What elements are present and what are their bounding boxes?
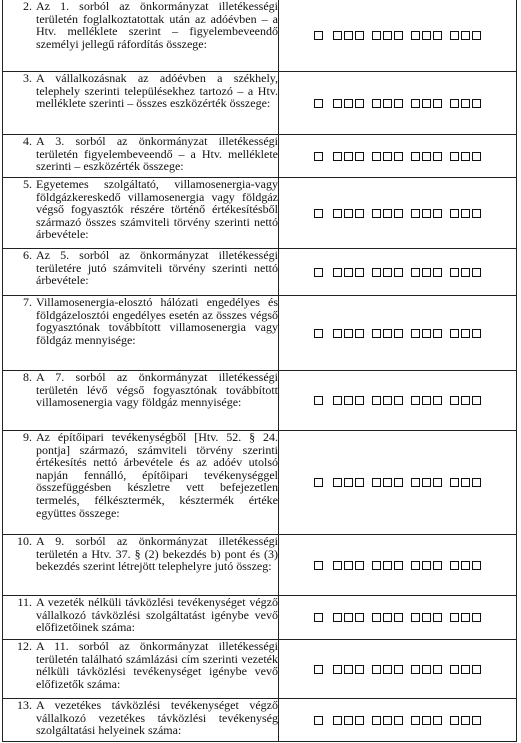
digit-box[interactable] bbox=[422, 478, 431, 487]
digit-box[interactable] bbox=[461, 152, 470, 161]
digit-box[interactable] bbox=[383, 152, 392, 161]
digit-box[interactable] bbox=[472, 329, 481, 338]
digit-box[interactable] bbox=[394, 561, 403, 570]
digit-box[interactable] bbox=[461, 613, 470, 622]
digit-box[interactable] bbox=[344, 478, 353, 487]
digit-box[interactable] bbox=[422, 613, 431, 622]
digit-box[interactable] bbox=[422, 665, 431, 674]
digit-box[interactable] bbox=[450, 665, 459, 674]
amount-input-cell[interactable] bbox=[279, 249, 516, 295]
amount-input-cell[interactable] bbox=[279, 178, 516, 248]
digit-boxes[interactable] bbox=[314, 665, 481, 674]
table-row-9 bbox=[3, 431, 516, 535]
digit-box[interactable] bbox=[411, 31, 420, 40]
digit-box[interactable] bbox=[314, 329, 323, 338]
digit-box[interactable] bbox=[314, 152, 323, 161]
digit-box[interactable] bbox=[461, 561, 470, 570]
digit-box[interactable] bbox=[344, 329, 353, 338]
digit-box[interactable] bbox=[411, 613, 420, 622]
digit-box[interactable] bbox=[344, 31, 353, 40]
digit-box[interactable] bbox=[472, 31, 481, 40]
digit-box[interactable] bbox=[333, 561, 342, 570]
digit-box[interactable] bbox=[433, 396, 442, 405]
digit-box[interactable] bbox=[472, 209, 481, 218]
digit-box[interactable] bbox=[314, 209, 323, 218]
digit-box[interactable] bbox=[422, 99, 431, 108]
row-description: A 11. sorból az önkormányzat illetékességi területén található számlázási cím szerinti vezeték nélküli távközlési tevékenységet igénybe vevő előfizetők száma: bbox=[36, 639, 278, 691]
digit-box[interactable] bbox=[394, 152, 403, 161]
form-table bbox=[2, 0, 517, 742]
digit-box[interactable] bbox=[314, 561, 323, 570]
digit-box[interactable] bbox=[450, 613, 459, 622]
digit-box[interactable] bbox=[394, 209, 403, 218]
digit-box[interactable] bbox=[433, 478, 442, 487]
digit-box[interactable] bbox=[355, 152, 364, 161]
digit-box[interactable] bbox=[333, 268, 342, 277]
row-label-cell bbox=[3, 535, 279, 595]
digit-box[interactable] bbox=[461, 268, 470, 277]
row-number: 13. bbox=[17, 698, 32, 712]
digit-box[interactable] bbox=[394, 99, 403, 108]
digit-box[interactable] bbox=[472, 99, 481, 108]
digit-box[interactable] bbox=[344, 396, 353, 405]
row-description: A 3. sorból az önkormányzat illetékességi területén figyelembeveendő – a Htv. melléklete szerinti – eszközérték összege: bbox=[36, 134, 278, 174]
digit-box[interactable] bbox=[461, 665, 470, 674]
table-row-10 bbox=[3, 535, 516, 596]
amount-input-cell[interactable] bbox=[279, 371, 516, 430]
digit-box[interactable] bbox=[333, 329, 342, 338]
digit-box[interactable] bbox=[355, 716, 364, 725]
digit-box[interactable] bbox=[344, 268, 353, 277]
digit-box[interactable] bbox=[422, 561, 431, 570]
digit-boxes[interactable] bbox=[314, 152, 481, 161]
digit-box[interactable] bbox=[355, 478, 364, 487]
digit-box[interactable] bbox=[372, 209, 381, 218]
digit-box[interactable] bbox=[450, 561, 459, 570]
row-number: 9. bbox=[23, 430, 32, 444]
digit-box[interactable] bbox=[383, 99, 392, 108]
digit-box[interactable] bbox=[333, 665, 342, 674]
table-row-8 bbox=[3, 371, 516, 431]
row-label-cell bbox=[3, 0, 279, 71]
digit-box[interactable] bbox=[433, 329, 442, 338]
digit-box[interactable] bbox=[433, 209, 442, 218]
amount-input-cell[interactable] bbox=[279, 596, 516, 639]
digit-box[interactable] bbox=[344, 665, 353, 674]
digit-box[interactable] bbox=[472, 716, 481, 725]
row-number: 3. bbox=[23, 71, 32, 85]
digit-box[interactable] bbox=[314, 478, 323, 487]
digit-box[interactable] bbox=[394, 329, 403, 338]
digit-box[interactable] bbox=[333, 209, 342, 218]
row-label-cell bbox=[3, 699, 279, 742]
digit-box[interactable] bbox=[472, 268, 481, 277]
row-description: A vezeték nélküli távközlési tevékenységet végző vállalkozó távközlési szolgáltatást igénybe vevő előfizetőinek száma: bbox=[36, 595, 278, 635]
digit-box[interactable] bbox=[314, 396, 323, 405]
digit-box[interactable] bbox=[355, 31, 364, 40]
row-number: 7. bbox=[23, 295, 32, 309]
digit-box[interactable] bbox=[333, 396, 342, 405]
digit-boxes[interactable] bbox=[314, 478, 481, 487]
digit-box[interactable] bbox=[461, 478, 470, 487]
digit-box[interactable] bbox=[372, 716, 381, 725]
digit-box[interactable] bbox=[461, 396, 470, 405]
digit-box[interactable] bbox=[394, 31, 403, 40]
digit-box[interactable] bbox=[344, 209, 353, 218]
row-label-cell bbox=[3, 249, 279, 295]
digit-box[interactable] bbox=[472, 665, 481, 674]
table-row-7 bbox=[3, 296, 516, 371]
digit-box[interactable] bbox=[372, 99, 381, 108]
digit-box[interactable] bbox=[355, 613, 364, 622]
digit-box[interactable] bbox=[344, 152, 353, 161]
digit-box[interactable] bbox=[383, 209, 392, 218]
digit-boxes[interactable] bbox=[314, 31, 481, 40]
table-row-3 bbox=[3, 72, 516, 135]
row-number: 12. bbox=[17, 639, 32, 653]
row-description: Az 5. sorból az önkormányzat illetékességi területére jutó számviteli törvény szerinti nettó árbevétele: bbox=[36, 248, 278, 288]
digit-box[interactable] bbox=[372, 268, 381, 277]
digit-boxes[interactable] bbox=[314, 268, 481, 277]
digit-boxes[interactable] bbox=[314, 99, 481, 108]
row-description: Az 1. sorból az önkormányzat illetékességi területén foglalkoztatottak után az adóévben – a Htv. melléklete szerint – figyelembeveendő személyi jellegű ráfordítás összege: bbox=[36, 0, 278, 51]
table-row-6 bbox=[3, 249, 516, 296]
digit-box[interactable] bbox=[450, 716, 459, 725]
digit-box[interactable] bbox=[394, 268, 403, 277]
digit-box[interactable] bbox=[450, 268, 459, 277]
amount-input-cell[interactable] bbox=[279, 0, 516, 71]
digit-box[interactable] bbox=[411, 396, 420, 405]
row-label-cell bbox=[3, 135, 279, 177]
amount-input-cell[interactable] bbox=[279, 640, 516, 698]
digit-box[interactable] bbox=[383, 478, 392, 487]
row-description: A vállalkozásnak az adóévben a székhely, telephely szerinti településekhez tartozó – a Htv. melléklete szerinti – összes eszközérték összege: bbox=[36, 71, 278, 111]
digit-box[interactable] bbox=[355, 396, 364, 405]
digit-box[interactable] bbox=[461, 31, 470, 40]
digit-box[interactable] bbox=[344, 716, 353, 725]
digit-boxes[interactable] bbox=[314, 329, 481, 338]
digit-box[interactable] bbox=[383, 613, 392, 622]
digit-box[interactable] bbox=[355, 561, 364, 570]
digit-box[interactable] bbox=[472, 478, 481, 487]
digit-box[interactable] bbox=[422, 31, 431, 40]
digit-box[interactable] bbox=[372, 613, 381, 622]
row-description: A 7. sorból az önkormányzat illetékességi területén lévő végső fogyasztónak továbbított villamosenergia vagy földgáz mennyisége: bbox=[36, 370, 278, 410]
digit-box[interactable] bbox=[433, 152, 442, 161]
digit-box[interactable] bbox=[433, 716, 442, 725]
amount-input-cell[interactable] bbox=[279, 699, 516, 742]
digit-box[interactable] bbox=[383, 268, 392, 277]
digit-box[interactable] bbox=[433, 99, 442, 108]
digit-boxes[interactable] bbox=[314, 716, 481, 725]
row-label-cell bbox=[3, 178, 279, 248]
digit-boxes[interactable] bbox=[314, 561, 481, 570]
digit-box[interactable] bbox=[372, 396, 381, 405]
digit-boxes[interactable] bbox=[314, 396, 481, 405]
row-description: A vezetékes távközlési tevékenységet végző vállalkozó vezetékes távközlési tevékenység szolgáltatási helyeinek száma: bbox=[36, 698, 278, 738]
digit-box[interactable] bbox=[355, 268, 364, 277]
digit-box[interactable] bbox=[394, 613, 403, 622]
table-row-5 bbox=[3, 178, 516, 249]
digit-box[interactable] bbox=[394, 716, 403, 725]
digit-box[interactable] bbox=[411, 329, 420, 338]
row-label-cell bbox=[3, 72, 279, 134]
row-number: 10. bbox=[17, 534, 32, 548]
digit-box[interactable] bbox=[383, 665, 392, 674]
table-row-13 bbox=[3, 699, 516, 742]
digit-box[interactable] bbox=[411, 478, 420, 487]
digit-box[interactable] bbox=[433, 31, 442, 40]
digit-box[interactable] bbox=[383, 561, 392, 570]
digit-box[interactable] bbox=[394, 478, 403, 487]
digit-box[interactable] bbox=[333, 99, 342, 108]
digit-box[interactable] bbox=[394, 396, 403, 405]
digit-box[interactable] bbox=[314, 99, 323, 108]
digit-box[interactable] bbox=[411, 561, 420, 570]
digit-box[interactable] bbox=[411, 268, 420, 277]
row-number: 2. bbox=[23, 0, 32, 13]
digit-box[interactable] bbox=[372, 561, 381, 570]
digit-box[interactable] bbox=[355, 665, 364, 674]
digit-box[interactable] bbox=[383, 329, 392, 338]
digit-box[interactable] bbox=[450, 31, 459, 40]
row-label-cell bbox=[3, 640, 279, 698]
row-label-cell bbox=[3, 431, 279, 534]
digit-box[interactable] bbox=[450, 152, 459, 161]
digit-box[interactable] bbox=[394, 665, 403, 674]
digit-box[interactable] bbox=[411, 99, 420, 108]
row-number: 11. bbox=[17, 595, 32, 609]
digit-box[interactable] bbox=[422, 396, 431, 405]
digit-box[interactable] bbox=[422, 209, 431, 218]
digit-box[interactable] bbox=[472, 561, 481, 570]
digit-box[interactable] bbox=[372, 152, 381, 161]
digit-box[interactable] bbox=[472, 396, 481, 405]
digit-box[interactable] bbox=[472, 152, 481, 161]
digit-box[interactable] bbox=[314, 31, 323, 40]
digit-box[interactable] bbox=[411, 665, 420, 674]
row-label-cell bbox=[3, 596, 279, 639]
digit-box[interactable] bbox=[450, 209, 459, 218]
digit-box[interactable] bbox=[333, 716, 342, 725]
digit-box[interactable] bbox=[372, 31, 381, 40]
digit-box[interactable] bbox=[372, 665, 381, 674]
digit-box[interactable] bbox=[355, 329, 364, 338]
digit-box[interactable] bbox=[433, 561, 442, 570]
digit-box[interactable] bbox=[383, 716, 392, 725]
digit-box[interactable] bbox=[433, 613, 442, 622]
digit-box[interactable] bbox=[450, 99, 459, 108]
digit-box[interactable] bbox=[450, 329, 459, 338]
amount-input-cell[interactable] bbox=[279, 535, 516, 595]
table-row-4 bbox=[3, 135, 516, 178]
digit-box[interactable] bbox=[433, 665, 442, 674]
amount-input-cell[interactable] bbox=[279, 135, 516, 177]
digit-box[interactable] bbox=[383, 31, 392, 40]
row-number: 8. bbox=[23, 370, 32, 384]
digit-box[interactable] bbox=[383, 396, 392, 405]
digit-box[interactable] bbox=[422, 716, 431, 725]
row-number: 6. bbox=[23, 248, 32, 262]
digit-box[interactable] bbox=[333, 613, 342, 622]
digit-box[interactable] bbox=[372, 329, 381, 338]
digit-box[interactable] bbox=[355, 209, 364, 218]
digit-box[interactable] bbox=[333, 31, 342, 40]
amount-input-cell[interactable] bbox=[279, 72, 516, 134]
amount-input-cell[interactable] bbox=[279, 296, 516, 370]
digit-box[interactable] bbox=[433, 268, 442, 277]
digit-box[interactable] bbox=[422, 329, 431, 338]
row-number: 5. bbox=[23, 177, 32, 191]
digit-box[interactable] bbox=[461, 716, 470, 725]
digit-box[interactable] bbox=[422, 268, 431, 277]
row-description: A 9. sorból az önkormányzat illetékességi területén a Htv. 37. § (2) bekezdés b) pont és (3) bekezdés szerint létrejött telephelyre jutó összeg: bbox=[36, 534, 278, 574]
digit-box[interactable] bbox=[461, 329, 470, 338]
row-description: Az építőipari tevékenységből [Htv. 52. § 24. pontja] származó, számviteli törvény szerinti értékesítés nettó árbevétele és az adóév utolsó napján fennálló, építőipari tevékenységgel összefüggésben készletre vett befejezetlen termelés, félkésztermék, késztermék értéke együttes összege: bbox=[36, 430, 278, 520]
row-number: 4. bbox=[23, 134, 32, 148]
digit-box[interactable] bbox=[314, 268, 323, 277]
digit-box[interactable] bbox=[314, 665, 323, 674]
digit-box[interactable] bbox=[344, 99, 353, 108]
digit-box[interactable] bbox=[411, 152, 420, 161]
digit-box[interactable] bbox=[314, 613, 323, 622]
table-row-2 bbox=[3, 0, 516, 72]
row-label-cell bbox=[3, 371, 279, 430]
digit-box[interactable] bbox=[472, 613, 481, 622]
digit-box[interactable] bbox=[411, 209, 420, 218]
table-row-12 bbox=[3, 640, 516, 699]
digit-box[interactable] bbox=[450, 396, 459, 405]
digit-box[interactable] bbox=[344, 613, 353, 622]
digit-box[interactable] bbox=[344, 561, 353, 570]
digit-box[interactable] bbox=[461, 209, 470, 218]
amount-input-cell[interactable] bbox=[279, 431, 516, 534]
digit-box[interactable] bbox=[355, 99, 364, 108]
digit-boxes[interactable] bbox=[314, 209, 481, 218]
row-label-cell bbox=[3, 296, 279, 370]
row-description: Villamosenergia-elosztó hálózati engedélyes és földgázelosztói engedélyes esetén az összes végső fogyasztónak továbbított villamosenergia vagy földgáz mennyisége: bbox=[36, 295, 278, 347]
digit-box[interactable] bbox=[372, 478, 381, 487]
digit-boxes[interactable] bbox=[314, 613, 481, 622]
digit-box[interactable] bbox=[314, 716, 323, 725]
digit-box[interactable] bbox=[422, 152, 431, 161]
digit-box[interactable] bbox=[450, 478, 459, 487]
digit-box[interactable] bbox=[461, 99, 470, 108]
digit-box[interactable] bbox=[333, 152, 342, 161]
row-description: Egyetemes szolgáltató, villamosenergia-vagy földgázkereskedő villamosenergia vagy földgáz végső fogyasztók részére történő értékesítésből származó összes számviteli törvény szerinti nettó árbevétele: bbox=[36, 177, 278, 242]
digit-box[interactable] bbox=[411, 716, 420, 725]
table-row-11 bbox=[3, 596, 516, 640]
digit-box[interactable] bbox=[333, 478, 342, 487]
